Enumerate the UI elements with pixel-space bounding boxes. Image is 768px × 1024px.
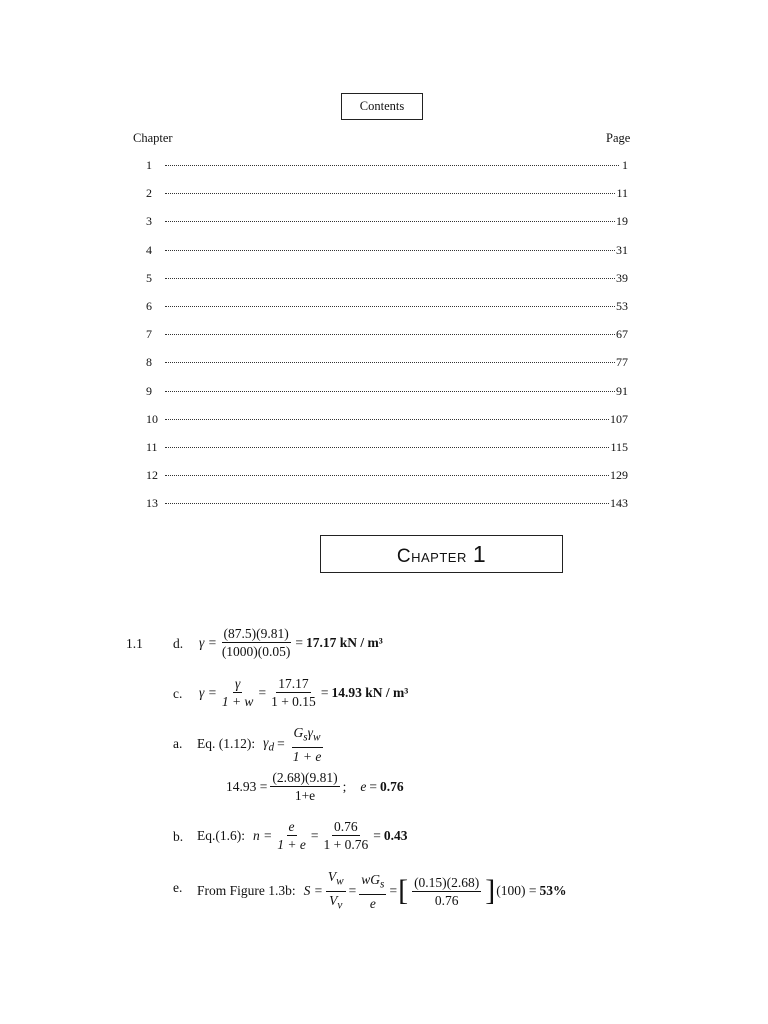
equation-c-result: 14.93 kN / m³	[331, 684, 409, 700]
dot-leader	[165, 306, 615, 307]
toc-page-number: 107	[610, 411, 628, 426]
num-part: G	[293, 725, 304, 740]
toc-page-number: 143	[610, 496, 628, 511]
denominator: (1000)(0.05)	[221, 644, 291, 659]
toc-chapter-number: 13	[146, 496, 158, 511]
part-c-label: c.	[173, 686, 183, 701]
numerator: 0.76	[334, 819, 358, 834]
den-part: V	[329, 892, 338, 908]
equals-sign: =	[277, 736, 285, 752]
equals-sign: =	[348, 883, 357, 899]
denominator	[327, 892, 344, 914]
equation-a-line2	[226, 770, 404, 803]
equation-c	[199, 676, 411, 709]
chapter-column-header: Chapter	[133, 131, 173, 145]
chapter-number: 1	[472, 541, 487, 567]
equation-c-lhs: γ =	[199, 684, 217, 700]
toc-entry[interactable]	[146, 496, 628, 524]
dot-leader	[165, 221, 615, 222]
fraction	[291, 725, 324, 764]
numerator: 17.17	[278, 676, 309, 691]
toc-chapter-number: 11	[146, 439, 158, 454]
left-bracket: [	[398, 874, 409, 908]
toc-entry[interactable]	[146, 299, 628, 327]
equation-e-prefix: From Figure 1.3b:	[197, 883, 296, 899]
denominator: 0.76	[434, 892, 459, 908]
toc-page-number: 129	[610, 468, 628, 483]
equals-sign: =	[389, 883, 398, 899]
toc-chapter-number: 10	[146, 411, 158, 426]
denominator: 1+e	[294, 788, 316, 803]
toc-entry[interactable]	[146, 412, 628, 440]
subscript: v	[337, 899, 343, 912]
dot-leader	[165, 278, 615, 279]
equation-a	[197, 725, 326, 764]
num-part: γ	[307, 725, 313, 740]
toc-chapter-number: 4	[146, 242, 152, 257]
toc-page-number: 115	[610, 439, 628, 454]
numerator	[326, 869, 346, 892]
separator: ;	[342, 778, 347, 794]
part-d-label: d.	[173, 636, 184, 651]
fraction	[269, 676, 318, 709]
dot-leader	[165, 193, 615, 194]
subscript: s	[303, 731, 308, 744]
fraction	[412, 875, 481, 908]
fraction	[220, 626, 293, 659]
equation-a2-lhs: 14.93 =	[226, 778, 268, 794]
fraction	[326, 869, 346, 913]
dot-leader	[165, 334, 615, 335]
equals-sign: =	[295, 634, 304, 650]
equation-e-result: 53%	[539, 883, 567, 899]
toc-entry[interactable]	[146, 186, 628, 214]
subscript: s	[380, 878, 385, 891]
denominator: e	[369, 895, 376, 911]
equation-b-prefix: Eq.(1.6):	[197, 827, 245, 843]
chapter-word: Chapter	[396, 546, 467, 567]
numerator	[292, 725, 323, 748]
variable-e: e	[360, 778, 367, 794]
toc-entry[interactable]	[146, 243, 628, 271]
equation-a-result: 0.76	[380, 778, 404, 794]
equation-a-lhs	[263, 735, 274, 754]
toc-chapter-number: 9	[146, 383, 152, 398]
denominator: 1 + e	[292, 748, 322, 764]
equals-sign: =	[258, 684, 267, 700]
equals-sign: =	[320, 684, 329, 700]
toc-chapter-number: 8	[146, 355, 152, 370]
numerator: (87.5)(9.81)	[223, 626, 289, 641]
toc-entry[interactable]	[146, 214, 628, 242]
toc-entry[interactable]	[146, 384, 628, 412]
fraction	[220, 676, 256, 709]
num-part: V	[327, 869, 337, 884]
page-column-header: Page	[606, 131, 631, 145]
numerator: (2.68)(9.81)	[272, 770, 338, 785]
toc-entry[interactable]	[146, 468, 628, 496]
toc-chapter-number: 3	[146, 214, 152, 229]
toc-chapter-number: 12	[146, 468, 158, 483]
equation-d-result: 17.17 kN / m³	[306, 634, 383, 650]
problem-number: 1.1	[126, 636, 143, 651]
equation-d-lhs: γ =	[199, 634, 217, 650]
dot-leader	[165, 475, 609, 476]
toc-chapter-number: 1	[146, 158, 152, 172]
toc-entry[interactable]	[146, 271, 628, 299]
denominator: 1 + 0.76	[323, 837, 369, 852]
equals-sign: =	[310, 827, 319, 843]
toc-page-number: 67	[616, 327, 628, 342]
fraction	[321, 819, 370, 852]
toc-chapter-number: 5	[146, 270, 152, 285]
subscript: w	[336, 875, 344, 888]
denominator: 1 + 0.15	[271, 694, 316, 709]
table-of-contents	[146, 158, 628, 524]
gamma-symbol: γ	[263, 735, 269, 750]
fraction	[275, 819, 308, 852]
denominator: 1 + e	[277, 837, 306, 852]
dot-leader	[165, 503, 609, 504]
multiplier: (100) =	[496, 883, 537, 899]
numerator: e	[288, 819, 295, 834]
equation-e	[197, 869, 570, 913]
toc-entry[interactable]	[146, 327, 628, 355]
equation-b-result: 0.43	[383, 827, 408, 843]
num-part: wG	[361, 871, 381, 887]
denominator: 1 + w	[221, 694, 254, 709]
equation-b-lhs: n =	[253, 827, 273, 843]
numerator	[359, 872, 386, 895]
right-bracket: ]	[485, 874, 496, 908]
contents-title: Contents	[341, 93, 423, 120]
numerator: (0.15)(2.68)	[414, 874, 480, 890]
toc-chapter-number: 6	[146, 298, 152, 313]
equation-d	[199, 626, 386, 659]
toc-entry[interactable]	[146, 355, 628, 383]
fraction	[270, 770, 339, 803]
toc-page-number: 31	[616, 242, 628, 257]
part-a-label: a.	[173, 736, 183, 751]
toc-entry[interactable]	[146, 158, 628, 186]
toc-chapter-number: 2	[146, 186, 152, 201]
dot-leader	[165, 362, 615, 363]
toc-page-number: 19	[616, 214, 628, 229]
part-e-label: e.	[173, 880, 183, 895]
equation-b	[197, 819, 410, 852]
dot-leader	[165, 447, 609, 448]
dot-leader	[165, 391, 615, 392]
subscript: d	[268, 741, 275, 754]
toc-page-number: 91	[616, 383, 628, 398]
equation-a-prefix: Eq. (1.12):	[197, 736, 256, 752]
dot-leader	[165, 250, 615, 251]
equals-sign: =	[369, 778, 377, 794]
toc-page-number: 53	[616, 298, 628, 313]
part-b-label: b.	[173, 829, 184, 844]
toc-chapter-number: 7	[146, 327, 152, 342]
equation-e-lhs: S =	[303, 883, 323, 899]
subscript: w	[312, 731, 321, 744]
toc-page-number: 11	[616, 186, 628, 201]
dot-leader	[165, 419, 609, 420]
toc-page-number: 1	[622, 158, 628, 172]
fraction	[359, 872, 386, 911]
numerator: γ	[234, 676, 241, 691]
equals-sign: =	[373, 827, 381, 843]
toc-entry[interactable]	[146, 440, 628, 468]
dot-leader	[165, 165, 619, 166]
toc-page-number: 77	[616, 355, 628, 370]
chapter-heading	[320, 535, 563, 573]
toc-page-number: 39	[616, 270, 628, 285]
